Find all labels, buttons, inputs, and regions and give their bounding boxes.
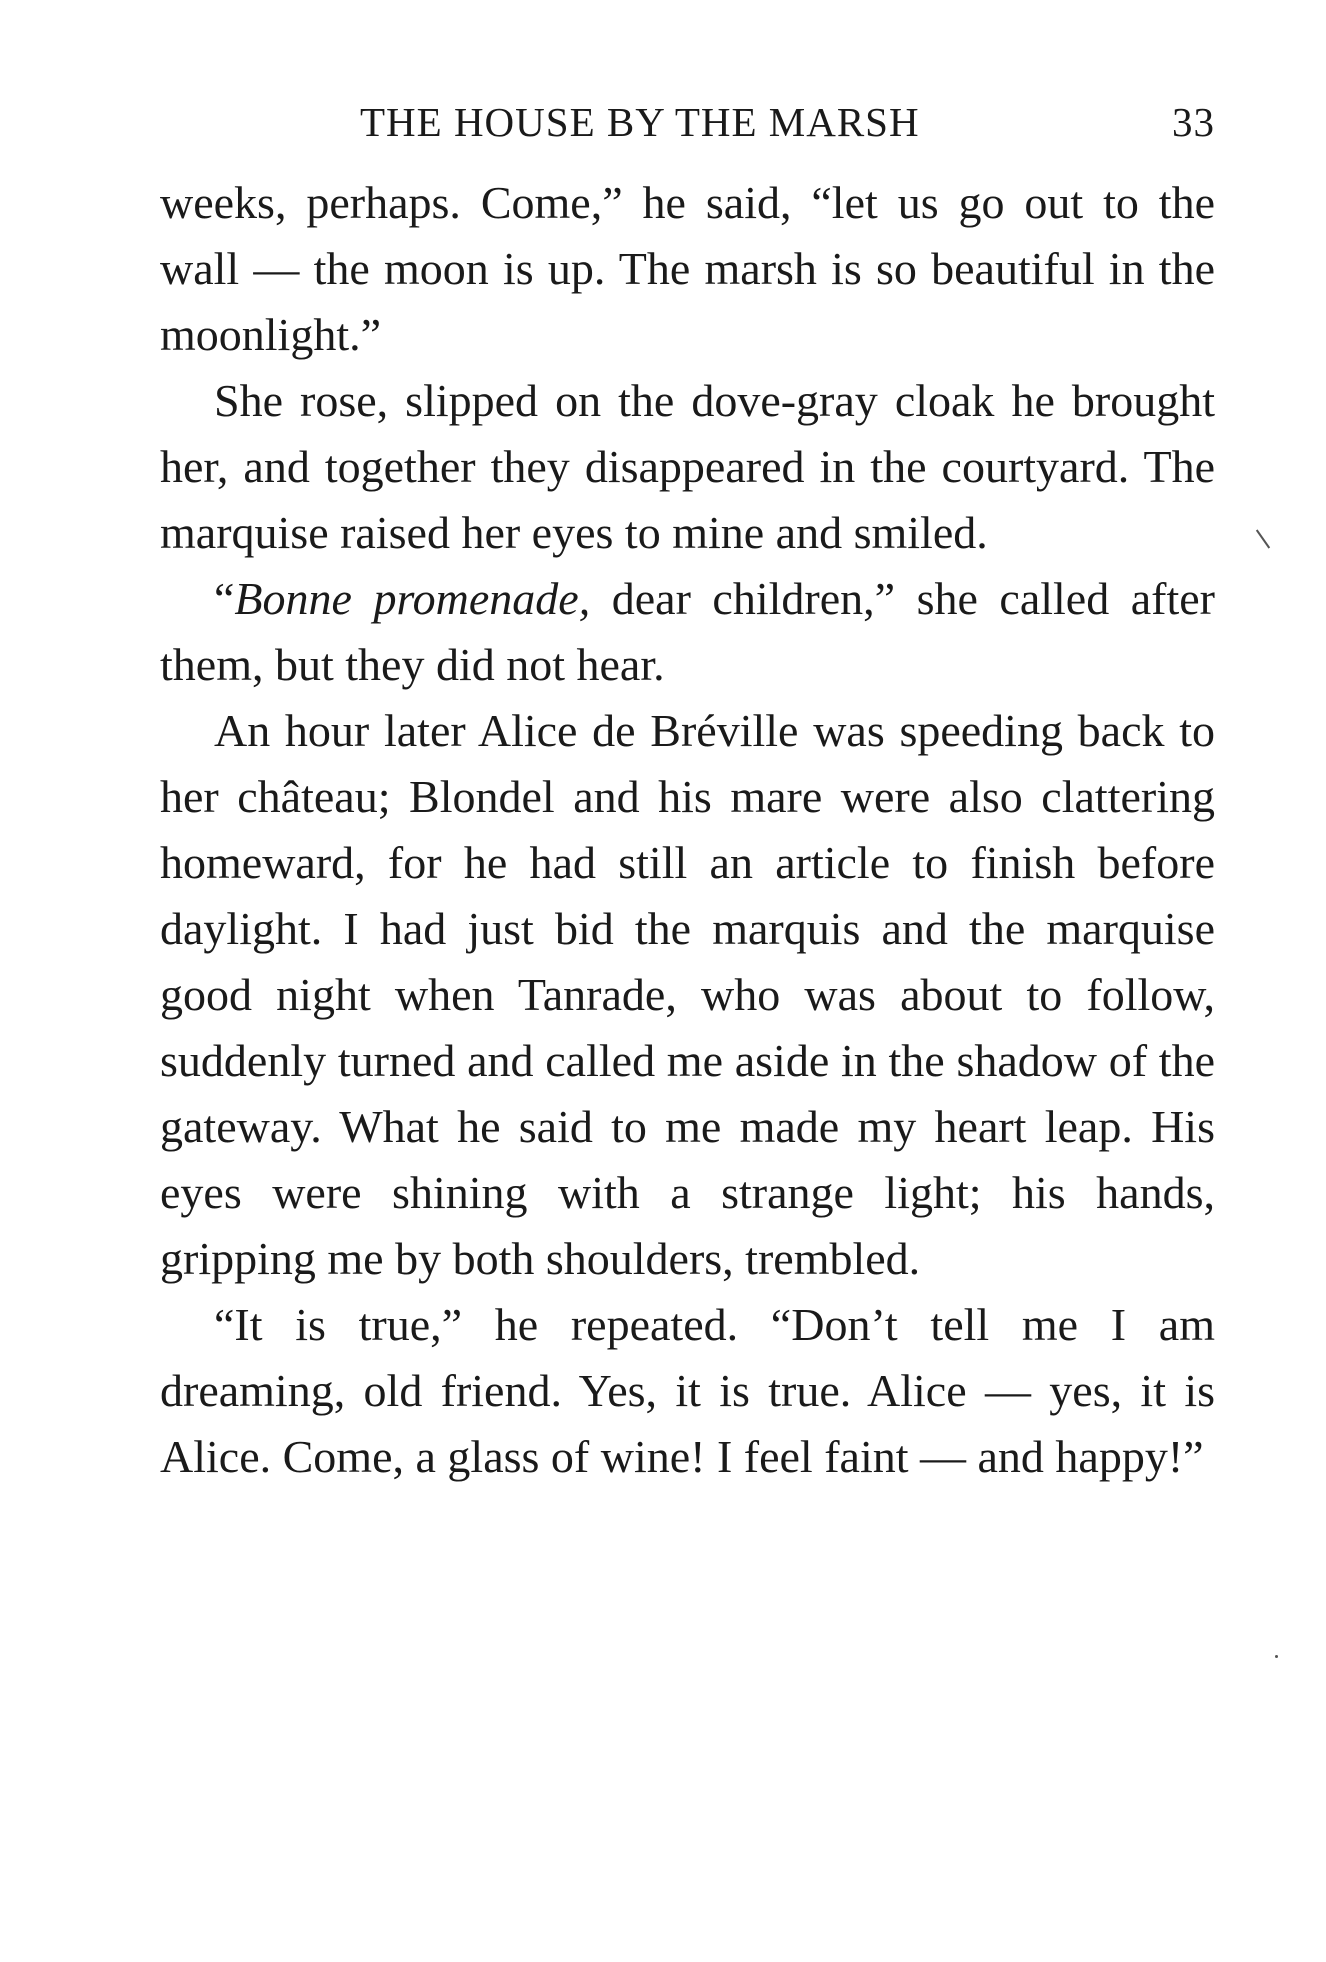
- open-quote: “: [214, 573, 235, 624]
- italic-phrase: Bonne promenade,: [234, 573, 591, 624]
- paragraph-3: [160, 566, 1215, 698]
- scan-mark: [1275, 1655, 1278, 1658]
- paragraph-3-text: dear children,” she called after them, but they did not hear.: [160, 573, 1215, 690]
- paragraph-2: She rose, slipped on the dove-gray cloak he brought her, and together they disappeared in the courtyard. The marquise raised her eyes to mine and smiled.: [160, 375, 1215, 558]
- page-number: 33: [1172, 99, 1215, 145]
- paragraph-1: weeks, perhaps. Come,” he said, “let us go out to the wall — the moon is up. The marsh is so beautiful in the moonlight.”: [160, 177, 1215, 360]
- paragraph-4: An hour later Alice de Bréville was speeding back to her château; Blondel and his mare were also clattering homeward, for he had still an article to finish before daylight. I had just bid the marquis and the marquise good night when Tanrade, who was about to follow, suddenly turned and called me aside in the shadow of the gateway. What he said to me made my heart leap. His eyes were shining with a strange light; his hands, gripping me by both shoulders, trembled.: [160, 705, 1215, 1284]
- running-title: THE HOUSE BY THE MARSH: [360, 99, 920, 145]
- scan-mark: [1256, 529, 1270, 548]
- body-text: [160, 170, 1215, 1490]
- running-head: [160, 98, 1215, 158]
- paragraph-5: “It is true,” he repeated. “Don’t tell me I am dreaming, old friend. Yes, it is true. Alice — yes, it is Alice. Come, a glass of wine! I feel faint — and happy!”: [160, 1299, 1215, 1482]
